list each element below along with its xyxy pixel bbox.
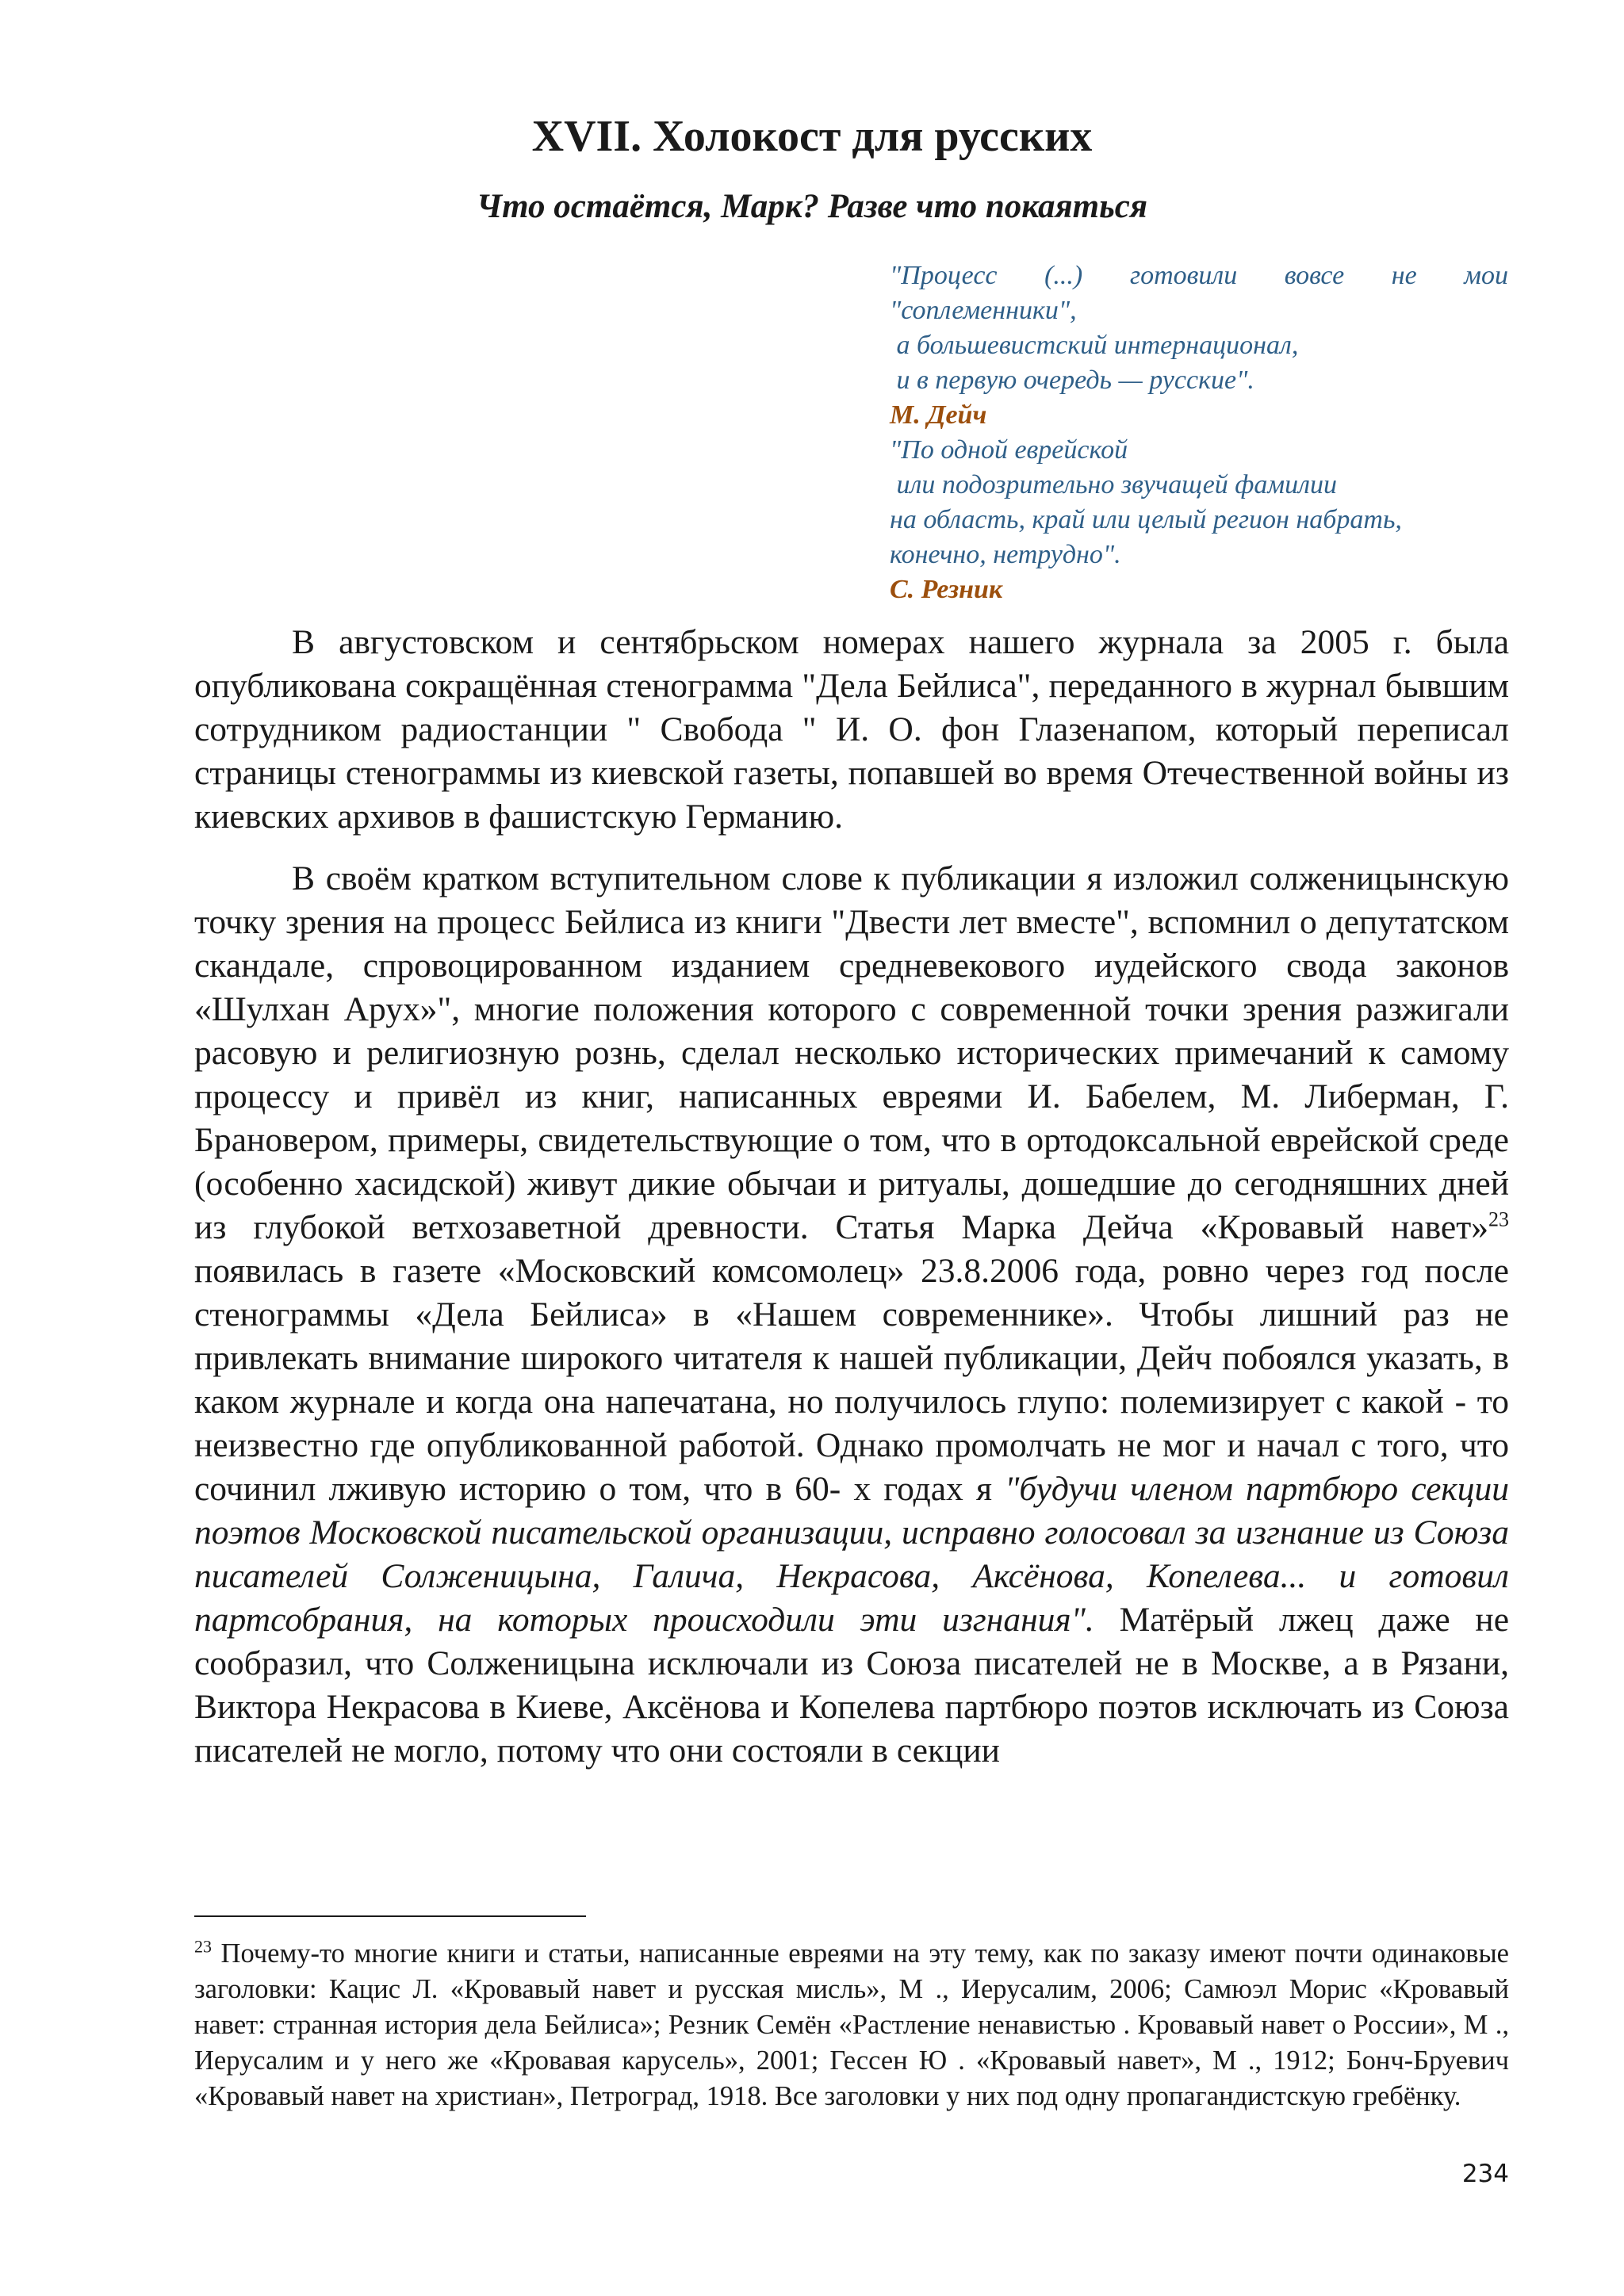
epigraph-author: С. Резник (890, 575, 1003, 604)
paragraph-text: В своём кратком вступительном слове к публикации я изложил солженицынскую точку зрения на процесс Бейлиса из книги "Двести лет вместе", вспомнил о депутатском скандале, спровоцированном изданием средневекового иудейского свода законов «Шулхан Арух»", многие положения которого с современной точки зрения разжигали расовую и религиозную рознь, сделал несколько исторических примечаний к самому процессу и привёл из книг, написанных евреями И. Бабелем, М. Либерман, Г. Брановером, примеры, свидетельствующие о том, что в ортодоксальной еврейской среде (особенно хасидской) живут дикие обычаи и ритуалы, дошедшие до сегодняшних дней из глубокой ветхозаветной древности. Статья Марка Дейча «Кровавый навет» (194, 859, 1509, 1246)
footnote-marker: 23 (194, 1936, 212, 1957)
epigraph-2 (890, 433, 1508, 607)
epigraph-author: М. Дейч (890, 400, 987, 430)
footnote-text: Почему-то многие книги и статьи, написанные евреями на эту тему, как по заказу имеют почти одинаковые заголовки: Кацис Л. «Кровавый навет и русская мисль», М ., Иерусалим, 2006; Самюэл Морис «Кровавый навет: странная история дела Бейлиса»; Резник Семён «Растление ненавистью . Кровавый навет о России», М ., Иерусалим и у него же «Кровавая карусель», 2001; Гессен Ю . «Кровавый навет», М ., 1912; Бонч-Бруевич «Кровавый навет на христиан», Петроград, 1918. Все заголовки у них под одну пропагандистскую гребёнку. (194, 1938, 1509, 2111)
footnote-separator (194, 1915, 586, 1917)
chapter-subtitle: Что остаётся, Марк? Разве что покаяться (476, 188, 1148, 225)
epigraph-line: а большевистский интернационал, (890, 331, 1299, 360)
body-text (194, 621, 1509, 1773)
epigraph-line: на область, край или целый регион набрать, (890, 505, 1402, 534)
epigraph-line: или подозрительно звучащей фамилии (890, 470, 1337, 499)
epigraph-block (890, 258, 1508, 607)
paragraph (194, 857, 1509, 1773)
paragraph: В августовском и сентябрьском номерах нашего журнала за 2005 г. была опубликована сокращённая стенограмма "Дела Бейлиса", переданного в журнал бывшим сотрудником радиостанции " Свобода " И. О. фон Глазенапом, который переписал страницы стенограммы из киевской газеты, попавшей во время Отечественной войны из киевских архивов в фашистскую Германию. (194, 623, 1509, 836)
epigraph-line: конечно, нетрудно". (890, 540, 1121, 569)
chapter-title: XVII. Холокост для русских (531, 112, 1093, 161)
epigraph-line: и в первую очередь — русские". (890, 365, 1254, 395)
paragraph-text: Матёрый лжец даже не сообразил, что Солженицына исключали из Союза писателей не в Москве, а в Рязани, Виктора Некрасова в Киеве, Аксёнова и Копелева партбюро поэтов исключать из Союза писателей не могло, потому что они состояли в секции (194, 1601, 1510, 1770)
footnote (194, 1936, 1509, 2114)
epigraph-line: "соплеменники", (890, 296, 1077, 325)
epigraph-line: "По одной еврейской (890, 435, 1128, 465)
page-number: 234 (1461, 2160, 1509, 2188)
epigraph-1 (890, 258, 1508, 433)
italic-quote: "будучи членом партбюро секции поэтов Московской писательской организации, исправно голосовал за изгнание из Союза писателей Солженицына, Галича, Некрасова, Аксёнова, Копелева... и готовил партсобрания, на которых происходили эти изгнания". (194, 1470, 1509, 1639)
paragraph-text: появилась в газете «Московский комсомолец» 23.8.2006 года, ровно через год после стенограммы «Дела Бейлиса» в «Нашем современнике». Чтобы лишний раз не привлекать внимание широкого читателя к нашей публикации, Дейч побоялся указать, в каком журнале и когда она напечатана, но получилось глупо: полемизирует с какой - то неизвестно где опубликованной работой. Однако промолчать не мог и начал с того, что сочинил лживую историю о том, что в 60- х годах я (194, 1252, 1509, 1508)
epigraph-line: "Процесс (...) готовили вовсе не мои (890, 261, 1508, 290)
footnote-reference[interactable]: 23 (1488, 1207, 1509, 1231)
